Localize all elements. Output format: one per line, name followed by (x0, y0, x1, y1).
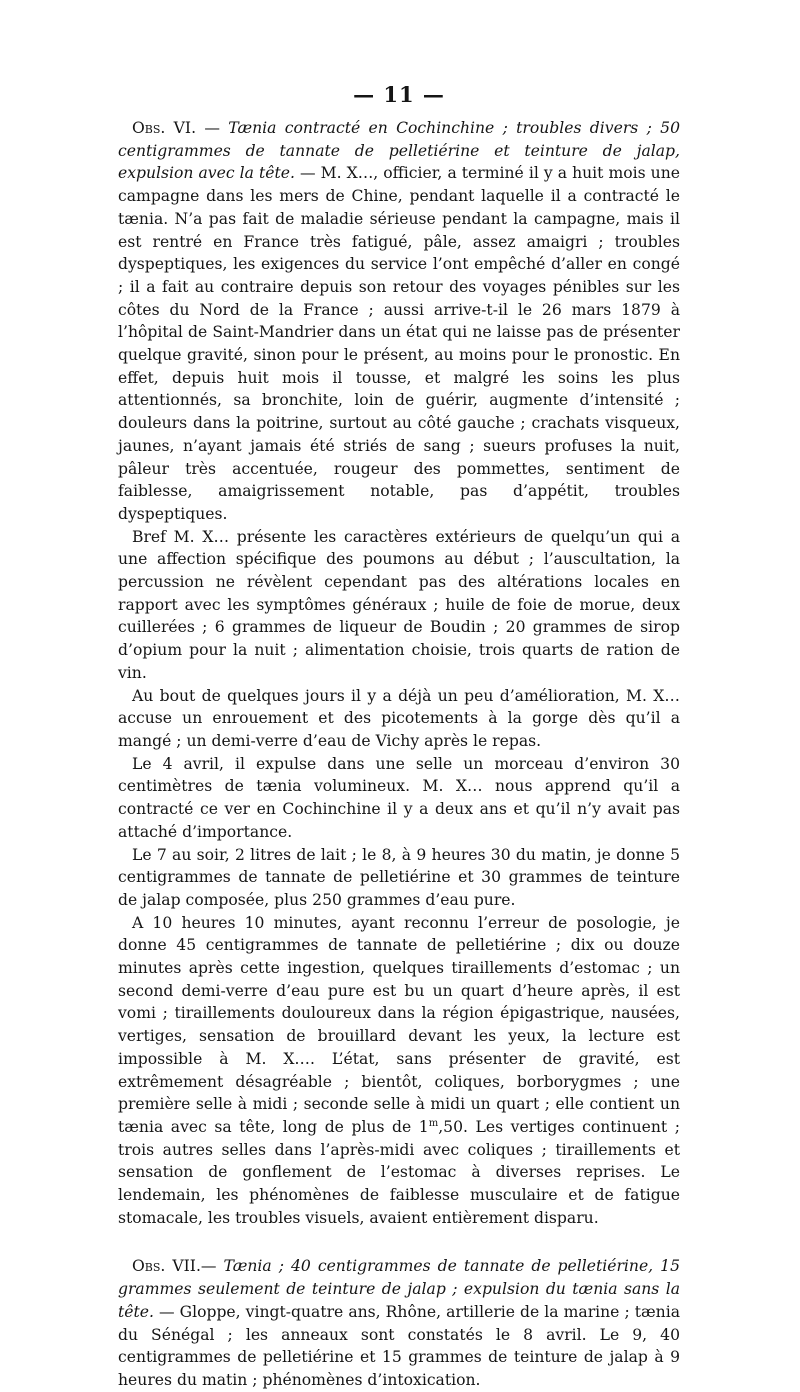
document-page (118, 82, 680, 1392)
section-gap (118, 1229, 680, 1255)
unit-superscript: m (428, 1117, 439, 1129)
observation-6-paragraph-5: Le 7 au soir, 2 litres de lait ; le 8, à 9 heures 30 du matin, je donne 5 centigrammes de tannate de pelletiérine et 30 grammes de teinture de jalap composée, plus 250 grammes d’eau pure. (118, 845, 680, 909)
observation-6-intro (118, 117, 680, 526)
observation-6-paragraph-3: Au bout de quelques jours il y a déjà un peu d’amélioration, M. X… accuse un enrouement et des picotements à la gorge dès qu’il a mangé ; un demi-verre d’eau de Vichy après le repas. (118, 686, 680, 750)
observation-6-dash: — (196, 119, 229, 137)
observation-6-paragraph-4: Le 4 avril, il expulse dans une selle un morceau d’environ 30 centimètres de tænia volumineux. M. X… nous apprend qu’il a contracté ce ver en Cochinchine il y a deux ans et qu’il n’y avait pas attaché d’importance. (118, 754, 680, 841)
observation-6-heading: Tænia contracté en Cochinchine ; troubles divers ; 50 centigrammes de tannate de pelletiérine et teinture de jalap, expulsion avec la tête. (118, 119, 680, 183)
observation-7-dash: — (200, 1257, 224, 1276)
observation-6-label: Obs. VI. (132, 119, 197, 137)
page-number: — 11 — (353, 82, 445, 107)
observation-7-body: — Gloppe, vingt-quatre ans, Rhône, artillerie de la marine ; tænia du Sénégal ; les anneaux sont constatés le 8 avril. Le 9, 40 centigrammes de pelletiérine et 15 grammes de teinture de jalap à 9 heures du matin ; phénomènes d’intoxication. (118, 1302, 680, 1389)
observation-6-paragraph-6-part-a: A 10 heures 10 minutes, ayant reconnu l’erreur de posologie, je donne 45 centigrammes de tannate de pelletiérine ; dix ou douze minutes après cette ingestion, quelques tiraillements d’estomac ; un second demi-verre d’eau pure est bu un quart d’heure après, il est vomi ; tiraillements douloureux dans la région épigastrique, nausées, vertiges, sensation de brouillard devant les yeux, la lecture est impossible à M. X…. L’état, sans présenter de gravité, est extrêmement désagréable ; bientôt, coliques, borborygmes ; une première selle à midi ; seconde selle à midi un quart ; elle contient un tænia avec sa tête, long de plus de 1 (118, 913, 680, 1136)
observation-7-label: Obs. VII. (132, 1257, 201, 1276)
observation-7 (118, 1255, 680, 1391)
observation-6-paragraph-2: Bref M. X… présente les caractères extérieurs de quelqu’un qui a une affection spécifique des poumons au début ; l’auscultation, la percussion ne révèlent cependant pas des altérations locales en rapport avec les symptômes généraux ; huile de foie de morue, deux cuillerées ; 6 grammes de liqueur de Boudin ; 20 grammes de sirop d’opium pour la nuit ; alimentation choisie, trois quarts de ration de vin. (118, 527, 680, 682)
observation-7-heading: Tænia ; 40 centigrammes de tannate de pelletiérine, 15 grammes seulement de teinture de jalap ; expulsion du tænia sans la tête. (118, 1257, 680, 1321)
observation-6-paragraph-6 (118, 912, 680, 1230)
observation-6-paragraph-6-part-b: ,50. Les vertiges continuent ; trois autres selles dans l’après-midi avec coliques ; tiraillements et sensation de gonflement de l’estomac à diverses reprises. Le lendemain, les phénomènes de faiblesse musculaire et de fatigue stomacale, les troubles visuels, avaient entièrement disparu. (118, 1117, 680, 1227)
observation-6-intro-text: — M. X…, officier, a terminé il y a huit mois une campagne dans les mers de Chine, pendant laquelle il a contracté le tænia. N’a pas fait de maladie sérieuse pendant la campagne, mais il est rentré en France très fatigué, pâle, assez amaigri ; troubles dyspeptiques, les exigences du service l’ont empêché d’aller en congé ; il a fait au contraire depuis son retour des voyages pénibles sur les côtes du Nord de la France ; aussi arrive-t-il le 26 mars 1879 à l’hôpital de Saint-Mandrier dans un état qui ne laisse pas de présenter quelque gravité, sinon pour le présent, au moins pour le pronostic. En effet, depuis huit mois il tousse, et malgré les soins les plus attentionnés, sa bronchite, loin de guérir, augmente d’intensité ; douleurs dans la poitrine, surtout au côté gauche ; crachats visqueux, jaunes, n’ayant jamais été striés de sang ; sueurs profuses la nuit, pâleur très accentuée, rougeur des pommettes, sentiment de faiblesse, amaigrissement notable, pas d’appétit, troubles dyspeptiques. (118, 164, 680, 523)
